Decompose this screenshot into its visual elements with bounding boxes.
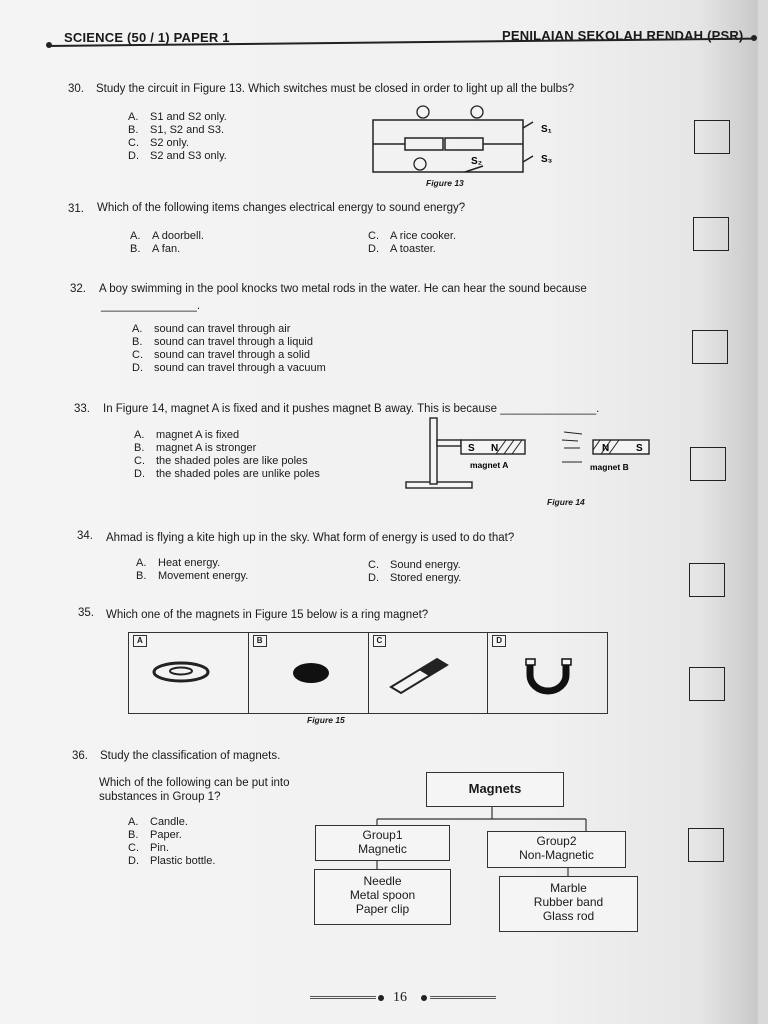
q33-answer-box[interactable]	[690, 447, 726, 481]
q30-options	[128, 111, 227, 163]
q34-options-left	[136, 557, 248, 583]
q30-option-a: A. S1 and S2 only.	[128, 111, 227, 123]
tree-group1-items	[314, 869, 451, 925]
q35-number: 35.	[78, 607, 94, 619]
q33-number: 33.	[74, 403, 90, 415]
q32-number: 32.	[70, 283, 86, 295]
q31-options-left	[130, 230, 204, 256]
q34-option-a: A. Heat energy.	[136, 557, 221, 569]
figure-15-cell-a	[129, 633, 249, 713]
q36-text: Study the classification of magnets.	[100, 750, 281, 762]
q30-answer-box[interactable]	[694, 120, 730, 154]
bar-magnet-icon	[385, 651, 457, 697]
cell-b-label: B	[253, 635, 267, 647]
group2-title: Group2	[536, 834, 577, 848]
q32-blank: _______________.	[101, 300, 201, 312]
q34-text: Ahmad is flying a kite high up in the sky. What form of energy is used to do that?	[106, 532, 515, 544]
q33-option-d: D. the shaded poles are unlike poles	[134, 468, 320, 480]
q36-sub-line2: substances in Group 1?	[99, 791, 221, 803]
q36-number: 36.	[72, 750, 88, 762]
q31-text: Which of the following items changes electrical energy to sound energy?	[97, 202, 466, 214]
q36-option-c: C. Pin.	[128, 842, 169, 854]
q32-option-d: D. sound can travel through a vacuum	[132, 362, 326, 374]
magnet-b-s-pole: S	[636, 443, 643, 454]
q36-sub-line1: Which of the following can be put into	[99, 777, 290, 789]
q34-options-right	[368, 559, 461, 585]
q32-text: A boy swimming in the pool knocks two metal rods in the water. He can hear the sound because	[99, 283, 587, 295]
header-dot-right	[751, 35, 757, 41]
figure-15-table	[128, 632, 608, 714]
figure-15-cell-b	[249, 633, 369, 713]
magnet-b-label: magnet B	[590, 462, 629, 472]
q31-answer-box[interactable]	[693, 217, 729, 251]
figure-15-cell-d	[488, 633, 607, 713]
switch-s3-label: S₃	[541, 154, 553, 165]
group1-item: Paper clip	[355, 902, 410, 916]
horseshoe-magnet-icon	[524, 655, 574, 695]
header-dot-left	[46, 42, 52, 48]
q30-number: 30.	[68, 83, 84, 95]
tree-group2	[487, 831, 626, 868]
tree-group1	[315, 825, 450, 861]
q31-option-b: B. A fan.	[130, 243, 181, 255]
header-right: PENILAIAN SEKOLAH RENDAH (PSR)	[502, 28, 744, 43]
q30-text: Study the circuit in Figure 13. Which switches must be closed in order to light up all the bulbs?	[96, 83, 575, 95]
page-number: 16	[393, 990, 407, 1005]
ring-magnet-icon	[151, 657, 211, 687]
q32-option-a: A. sound can travel through air	[132, 323, 291, 335]
q31-number: 31.	[68, 203, 84, 215]
q31-option-c: C. A rice cooker.	[368, 230, 457, 242]
magnet-b-n-pole: N	[602, 443, 610, 454]
cell-a-label: A	[133, 635, 147, 647]
cell-d-label: D	[492, 635, 506, 647]
q31-options-right	[368, 230, 456, 256]
group2-subtitle: Non-Magnetic	[519, 848, 594, 862]
footer-dot-right	[421, 995, 427, 1001]
figure-15-cell-c	[369, 633, 489, 713]
group1-item: Metal spoon	[349, 888, 416, 902]
group1-subtitle: Magnetic	[358, 842, 407, 856]
cell-c-label: C	[373, 635, 387, 647]
magnet-diagram	[402, 416, 657, 492]
switch-s1-label: S₁	[541, 124, 552, 135]
q36-option-b: B. Paper.	[128, 829, 182, 841]
q32-option-c: C. sound can travel through a solid	[132, 349, 310, 361]
q34-number: 34.	[77, 530, 93, 542]
figure-13-caption: Figure 13	[426, 178, 464, 188]
q34-option-c: C. Sound energy.	[368, 559, 461, 571]
q34-answer-box[interactable]	[689, 563, 725, 597]
circuit-diagram	[365, 100, 565, 178]
q30-option-d: D. S2 and S3 only.	[128, 150, 227, 162]
footer-rule-right	[430, 996, 496, 999]
group1-item: Needle	[363, 874, 402, 888]
group2-item: Rubber band	[533, 895, 604, 909]
q30-option-c: C. S2 only.	[128, 137, 189, 149]
group2-item: Marble	[550, 881, 587, 895]
q36-option-a: A. Candle.	[128, 816, 188, 828]
tree-group2-items	[499, 876, 638, 932]
q31-option-d: D. A toaster.	[368, 243, 436, 255]
disc-magnet-icon	[291, 659, 331, 689]
q33-text: In Figure 14, magnet A is fixed and it pushes magnet B away. This is because _______________.	[103, 403, 600, 415]
figure-14-caption: Figure 14	[547, 497, 585, 507]
magnet-a-n-pole: N	[491, 443, 499, 454]
magnet-a-s-pole: S	[468, 443, 475, 454]
footer-rule-left	[310, 996, 376, 999]
q32-option-b: B. sound can travel through a liquid	[132, 336, 313, 348]
q33-option-a: A. magnet A is fixed	[134, 429, 240, 441]
q34-option-b: B. Movement energy.	[136, 570, 249, 582]
q33-option-c: C. the shaded poles are like poles	[134, 455, 308, 467]
q33-options	[134, 429, 320, 481]
q36-option-d: D. Plastic bottle.	[128, 855, 216, 867]
q30-option-b: B. S1, S2 and S3.	[128, 124, 224, 136]
q33-option-b: B. magnet A is stronger	[134, 442, 257, 454]
q36-answer-box[interactable]	[688, 828, 724, 862]
header-left: SCIENCE (50 / 1) PAPER 1	[64, 30, 230, 45]
q32-answer-box[interactable]	[692, 330, 728, 364]
q35-text: Which one of the magnets in Figure 15 below is a ring magnet?	[106, 609, 429, 621]
q31-option-a: A. A doorbell.	[130, 230, 204, 242]
q32-options	[132, 323, 326, 375]
q36-options	[128, 816, 215, 868]
footer-dot-left	[378, 995, 384, 1001]
group2-item: Glass rod	[542, 909, 595, 923]
q34-option-d: D. Stored energy.	[368, 572, 462, 584]
figure-15-caption: Figure 15	[307, 715, 345, 725]
switch-s2-label: S₂	[471, 156, 483, 167]
magnet-a-label: magnet A	[470, 460, 509, 470]
q35-answer-box[interactable]	[689, 667, 725, 701]
tree-root-magnets: Magnets	[426, 772, 564, 807]
group1-title: Group1	[362, 828, 403, 842]
